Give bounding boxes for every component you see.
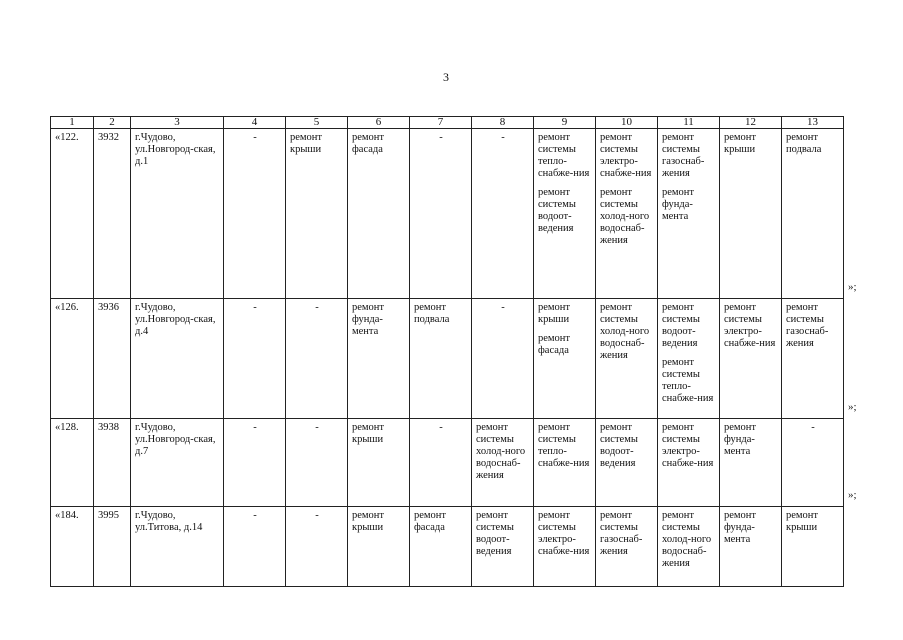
cell-text: ремонт фунда-мента: [352, 302, 385, 337]
cell-text: -: [253, 422, 257, 433]
table-cell: [286, 507, 348, 587]
cell-text: ремонт системы газоснаб-жения: [600, 510, 643, 557]
table-cell: [596, 419, 658, 507]
column-number-2: 2: [94, 117, 131, 129]
cell-text: «128.: [55, 422, 79, 433]
column-number-9: 9: [534, 117, 596, 129]
cell-text: -: [439, 422, 443, 433]
cell-text: ремонт системы водоот-ведения: [476, 510, 514, 557]
cell-text: г.Чудово, ул.Новгород-ская, д.7: [135, 422, 216, 457]
column-number-6: 6: [348, 117, 410, 129]
table-cell: [472, 129, 534, 299]
cell-text: -: [315, 302, 319, 313]
table-cell: [131, 299, 224, 419]
table-cell: [596, 129, 658, 299]
table-row: [51, 299, 844, 419]
cell-text: 3938: [98, 422, 119, 433]
cell-text: -: [501, 302, 505, 313]
cell-text: ремонт фасада: [538, 333, 571, 356]
table-cell: [224, 507, 286, 587]
column-number-row: [51, 117, 844, 129]
column-number-11: 11: [658, 117, 720, 129]
cell-text: ремонт фунда-мента: [724, 422, 757, 457]
cell-text: ремонт системы тепло-снабже-ния: [538, 422, 590, 469]
cell-text: ремонт системы холод-ного водоснаб-жения: [600, 187, 650, 246]
table-cell: [94, 129, 131, 299]
table-cell: [51, 419, 94, 507]
cell-text: ремонт системы тепло-снабже-ния: [662, 357, 714, 404]
table-cell: [131, 129, 224, 299]
table-cell: [534, 419, 596, 507]
table-cell: [596, 507, 658, 587]
table-cell: [224, 129, 286, 299]
cell-text: ремонт крыши: [352, 422, 385, 445]
table-cell: [51, 299, 94, 419]
column-number-1: 1: [51, 117, 94, 129]
cell-text: ремонт системы электро-снабже-ния: [724, 302, 776, 349]
table-cell: [94, 507, 131, 587]
cell-text: -: [315, 510, 319, 521]
column-number-4: 4: [224, 117, 286, 129]
page-number: 3: [443, 70, 449, 84]
column-number-8: 8: [472, 117, 534, 129]
repair-schedule-table: [50, 116, 844, 587]
table-cell: [348, 507, 410, 587]
cell-text: ремонт системы холод-ного водоснаб-жения: [476, 422, 526, 481]
row-end-mark: »;: [848, 400, 857, 413]
table-cell: [51, 507, 94, 587]
cell-text: ремонт системы холод-ного водоснаб-жения: [600, 302, 650, 361]
table-cell: [472, 507, 534, 587]
table-cell: [131, 419, 224, 507]
table-cell: [224, 419, 286, 507]
table-cell: [51, 129, 94, 299]
cell-text: ремонт крыши: [538, 302, 571, 325]
table-cell: [658, 507, 720, 587]
cell-text: ремонт системы холод-ного водоснаб-жения: [662, 510, 712, 569]
cell-text: 3932: [98, 132, 119, 143]
table-cell: [720, 299, 782, 419]
cell-text: -: [811, 422, 815, 433]
cell-text: 3995: [98, 510, 119, 521]
cell-text: ремонт фунда-мента: [662, 187, 695, 222]
cell-text: ремонт крыши: [724, 132, 757, 155]
cell-text: «126.: [55, 302, 79, 313]
table-cell: [348, 419, 410, 507]
table-cell: [782, 507, 844, 587]
cell-text: ремонт системы водоот-ведения: [538, 187, 576, 234]
table-cell: [410, 507, 472, 587]
table-cell: [782, 129, 844, 299]
cell-text: ремонт фасада: [414, 510, 447, 533]
cell-text: ремонт крыши: [786, 510, 819, 533]
table-cell: [286, 299, 348, 419]
column-number-10: 10: [596, 117, 658, 129]
cell-text: ремонт фунда-мента: [724, 510, 757, 545]
cell-text: -: [439, 132, 443, 143]
table-cell: [472, 299, 534, 419]
table-cell: [410, 419, 472, 507]
table-cell: [131, 507, 224, 587]
table-cell: [658, 419, 720, 507]
cell-text: ремонт системы электро-снабже-ния: [600, 132, 652, 179]
table-cell: [534, 507, 596, 587]
cell-text: -: [253, 302, 257, 313]
cell-text: ремонт крыши: [352, 510, 385, 533]
table-cell: [720, 129, 782, 299]
table-cell: [410, 299, 472, 419]
cell-text: -: [315, 422, 319, 433]
table-cell: [658, 129, 720, 299]
cell-text: г.Чудово, ул.Новгород-ская, д.4: [135, 302, 216, 337]
table-row: [51, 129, 844, 299]
table-cell: [286, 129, 348, 299]
table-cell: [348, 129, 410, 299]
table-cell: [782, 419, 844, 507]
table-cell: [534, 299, 596, 419]
cell-text: ремонт системы газоснаб-жения: [786, 302, 829, 349]
cell-text: «122.: [55, 132, 79, 143]
row-end-mark: »;: [848, 488, 857, 501]
table-cell: [534, 129, 596, 299]
cell-text: ремонт подвала: [786, 132, 822, 155]
cell-text: ремонт системы газоснаб-жения: [662, 132, 705, 179]
table-cell: [782, 299, 844, 419]
cell-text: 3936: [98, 302, 119, 313]
column-number-12: 12: [720, 117, 782, 129]
cell-text: ремонт системы водоот-ведения: [662, 302, 700, 349]
cell-text: ремонт системы электро-снабже-ния: [538, 510, 590, 557]
table-cell: [410, 129, 472, 299]
table-cell: [286, 419, 348, 507]
table-cell: [658, 299, 720, 419]
column-number-5: 5: [286, 117, 348, 129]
table-cell: [720, 507, 782, 587]
cell-text: -: [253, 510, 257, 521]
cell-text: ремонт системы водоот-ведения: [600, 422, 638, 469]
table-cell: [94, 299, 131, 419]
table-cell: [94, 419, 131, 507]
cell-text: ремонт подвала: [414, 302, 450, 325]
cell-text: ремонт фасада: [352, 132, 385, 155]
table-row: [51, 419, 844, 507]
column-number-7: 7: [410, 117, 472, 129]
cell-text: ремонт системы электро-снабже-ния: [662, 422, 714, 469]
column-number-13: 13: [782, 117, 844, 129]
cell-text: г.Чудово, ул.Титова, д.14: [135, 510, 203, 533]
column-number-3: 3: [131, 117, 224, 129]
table-cell: [472, 419, 534, 507]
cell-text: г.Чудово, ул.Новгород-ская, д.1: [135, 132, 216, 167]
cell-text: ремонт крыши: [290, 132, 323, 155]
cell-text: -: [253, 132, 257, 143]
table-row: [51, 507, 844, 587]
table-cell: [720, 419, 782, 507]
table-cell: [596, 299, 658, 419]
row-end-mark: »;: [848, 280, 857, 293]
cell-text: -: [501, 132, 505, 143]
cell-text: ремонт системы тепло-снабже-ния: [538, 132, 590, 179]
table-cell: [348, 299, 410, 419]
cell-text: «184.: [55, 510, 79, 521]
table-cell: [224, 299, 286, 419]
